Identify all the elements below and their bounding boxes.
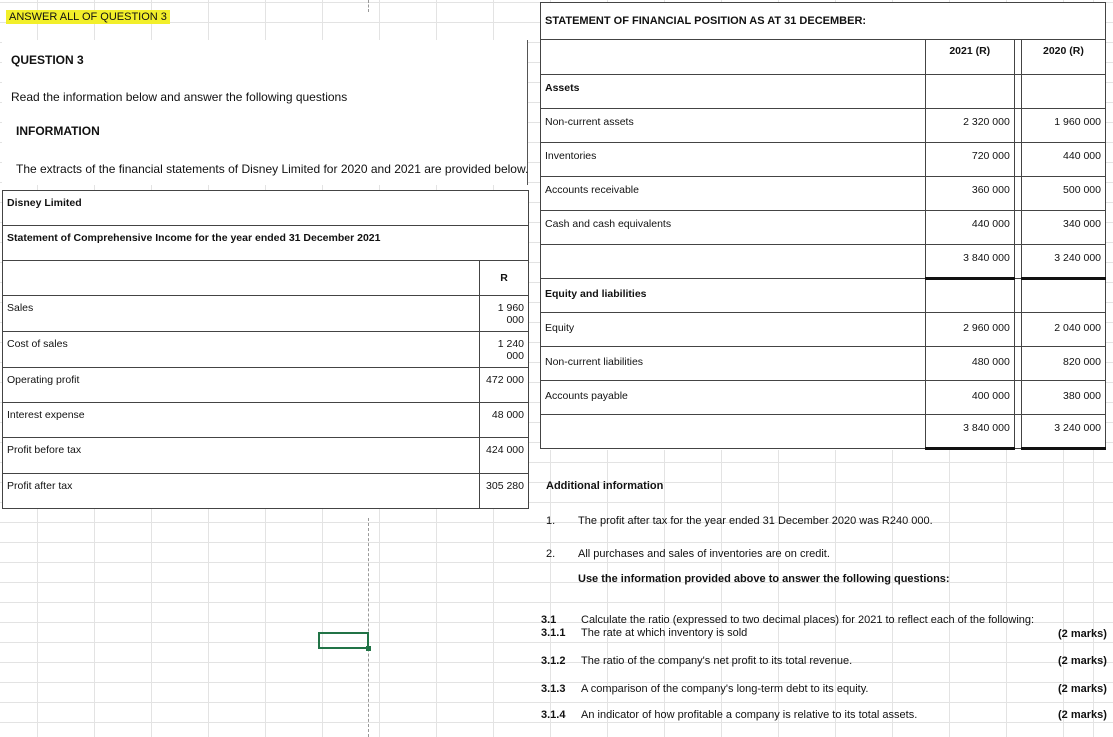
table-row [541,177,1106,211]
company-name: Disney Limited [3,191,529,226]
value-2021: 2 960 000 [925,313,1014,347]
header-blank [3,261,480,296]
header-blank [541,40,926,75]
question-title: QUESTION 3 [11,53,84,67]
question-number: 3.1.1 [541,627,566,639]
question-marks: (2 marks) [1058,709,1107,721]
liabilities-total-2021: 3 840 000 [925,415,1014,449]
table-row [3,368,529,403]
table-row [541,143,1106,177]
table-row [3,403,529,438]
sfp-title: STATEMENT OF FINANCIAL POSITION AS AT 31 DECEMBER: [541,3,1106,40]
information-label: INFORMATION [16,124,100,138]
row-label: Profit after tax [3,474,480,509]
assets-total-2020: 3 240 000 [1021,245,1105,279]
value-2020: 820 000 [1021,347,1105,381]
page-break-line [368,518,369,737]
note-number: 1. [546,515,556,527]
row-value: 1 960 000 [480,296,529,332]
value-2021: 480 000 [925,347,1014,381]
row-label: Equity [541,313,926,347]
table-row [3,474,529,509]
note-number: 2. [546,548,556,560]
row-label: Cost of sales [3,332,480,368]
table-row [541,381,1106,415]
col-2020-header: 2020 (R) [1021,40,1105,75]
table-row [3,296,529,332]
row-label: Non-current liabilities [541,347,926,381]
q31-text: Calculate the ratio (expressed to two decimal places) for 2021 to reflect each of the following: [581,614,1035,626]
liabilities-total-2020: 3 240 000 [1021,415,1105,449]
value-2021: 720 000 [925,143,1014,177]
col-2021-header: 2021 (R) [925,40,1014,75]
row-label: Inventories [541,143,926,177]
row-label: Interest expense [3,403,480,438]
row-label: Cash and cash equivalents [541,211,926,245]
assets-total-2021: 3 840 000 [925,245,1014,279]
value-2020: 2 040 000 [1021,313,1105,347]
row-label: Operating profit [3,368,480,403]
equity-heading: Equity and liabilities [541,279,926,313]
value-2020: 1 960 000 [1021,109,1105,143]
table-row [3,332,529,368]
row-label: Accounts receivable [541,177,926,211]
currency-header: R [480,261,529,296]
row-label: Profit before tax [3,438,480,474]
value-2021: 2 320 000 [925,109,1014,143]
row-label: Sales [3,296,480,332]
additional-info-heading: Additional information [546,480,664,492]
table-row [541,313,1106,347]
row-label: Accounts payable [541,381,926,415]
use-instruction: Use the information provided above to answer the following questions: [578,573,950,585]
income-statement-table [2,190,529,509]
value-2021: 440 000 [925,211,1014,245]
table-row [541,109,1106,143]
question-marks: (2 marks) [1058,655,1107,667]
q31-number: 3.1 [541,614,557,626]
value-2020: 340 000 [1021,211,1105,245]
read-instruction: Read the information below and answer the following questions [11,90,348,104]
question-number: 3.1.4 [541,709,566,721]
financial-position-table [540,2,1106,450]
row-value: 424 000 [480,438,529,474]
answer-all-badge: ANSWER ALL OF QUESTION 3 [6,10,170,24]
value-2020: 380 000 [1021,381,1105,415]
row-label: Non-current assets [541,109,926,143]
value-2021: 360 000 [925,177,1014,211]
question-text: A comparison of the company's long-term debt to its equity. [581,683,869,695]
note-text: The profit after tax for the year ended 31 December 2020 was R240 000. [578,515,933,527]
table-row [541,211,1106,245]
value-2021: 400 000 [925,381,1014,415]
row-value: 305 280 [480,474,529,509]
assets-heading: Assets [541,75,926,109]
note-text: All purchases and sales of inventories are on credit. [578,548,830,560]
question-marks: (2 marks) [1058,683,1107,695]
extracts-text: The extracts of the financial statements of Disney Limited for 2020 and 2021 are provided below. [16,162,529,176]
question-text: An indicator of how profitable a company is relative to its total assets. [581,709,918,721]
table-row [541,347,1106,381]
question-marks: (2 marks) [1058,628,1107,640]
question-number: 3.1.3 [541,683,566,695]
row-value: 472 000 [480,368,529,403]
row-value: 1 240 000 [480,332,529,368]
question-text: The ratio of the company's net profit to its total revenue. [581,655,853,667]
row-value: 48 000 [480,403,529,438]
page-break-line [368,0,369,12]
col-gap [1014,40,1021,75]
assets-total-row [541,245,1106,279]
question-text: The rate at which inventory is sold [581,627,748,639]
table-row [3,438,529,474]
selected-cell[interactable] [318,632,369,649]
value-2020: 440 000 [1021,143,1105,177]
income-statement-title: Statement of Comprehensive Income for the year ended 31 December 2021 [3,226,529,261]
value-2020: 500 000 [1021,177,1105,211]
liabilities-total-row [541,415,1106,449]
question-number: 3.1.2 [541,655,566,667]
